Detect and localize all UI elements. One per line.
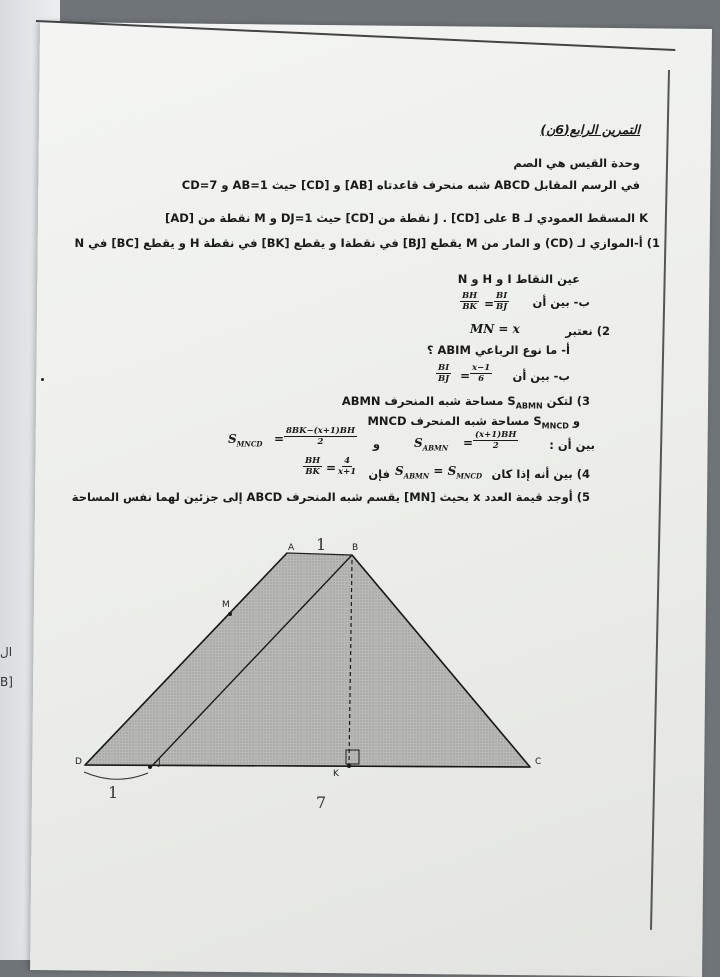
label-m: M: [222, 600, 230, 610]
conjunction-and: و: [372, 437, 380, 451]
question-3c: بين أن :: [549, 438, 595, 452]
handwritten-ab-length: 1: [316, 535, 327, 554]
equals-sign: =: [463, 436, 474, 450]
label-d: D: [75, 757, 82, 767]
question-5: 5) أوجد قيمة العدد x بحيث [MN] يقسم شبه المنحرف ABCD إلى جزئين لهما نفس المساحة: [71, 490, 590, 504]
equals-sign: =: [326, 461, 337, 475]
equals-sign: =: [274, 432, 285, 446]
label-b: B: [352, 543, 359, 553]
statement-line-1: في الرسم المقابل ABCD شبه منحرف قاعدتاه [AB] و [CD] حيث AB=1 و CD=7: [181, 178, 640, 192]
ink-dot: [41, 378, 44, 381]
area-equality: $S_{ABMN} = S_{MNCD}$: [395, 464, 483, 481]
point-k: [347, 764, 351, 768]
question-1b: ب- بين أن: [532, 295, 590, 309]
s-abmn-symbol: $S_{ABMN}$: [414, 436, 449, 453]
question-2a: أ- ما نوع الرباعي ABIM ؟: [426, 343, 570, 357]
question-3b: و $S_{MNCD}$ مساحة شبه المنحرف MNCD: [367, 414, 580, 431]
point-j: [148, 765, 152, 769]
point-m: [228, 612, 232, 616]
handwritten-cd-length: 7: [316, 793, 327, 812]
question-4: 4) بين أنه إذا كان: [491, 467, 590, 481]
then-word: فإن: [368, 467, 390, 481]
mn-equals-x: MN = x: [470, 322, 520, 336]
trapezoid-abcd: [85, 553, 530, 767]
fraction-bh-bk: $\frac{BH}{BK}$: [462, 291, 478, 312]
fraction-smncd: $\frac{8BK-(x+1)BH}{2}$: [286, 426, 355, 447]
handwritten-dj-length: 1: [108, 783, 119, 802]
question-1a: عين النقاط I و H و N: [457, 272, 580, 286]
background-text: B]: [0, 675, 13, 689]
label-a: A: [288, 543, 295, 553]
question-3a: 3) لتكن $S_{ABMN}$ مساحة شبه المنحرف ABMN: [341, 394, 590, 411]
fraction-bi-bj: $\frac{BI}{BJ}$: [496, 291, 508, 312]
question-2: 2) نعتبر: [565, 324, 610, 338]
question-1: 1) أ-الموازي لـ (CD) و المار من M يقطع [BJ] في نقطةI و يقطع [BK] في نقطة H و يقطع [BC] في N: [74, 236, 660, 250]
equals-sign: =: [460, 369, 471, 383]
question-2b: ب- بين أن: [512, 369, 570, 383]
unit-line: وحدة القيس هي الصم: [513, 156, 640, 170]
label-k: K: [333, 769, 339, 779]
fraction-bh-bk-2: $\frac{BH}{BK}$: [305, 456, 321, 477]
label-j: J: [158, 758, 161, 768]
s-mncd-symbol: $S_{MNCD}$: [228, 432, 263, 449]
statement-line-2: K المسقط العمودي لـ B على [CD] . J نقطة من [CD] حيث DJ=1 و M نقطة من [AD]: [165, 211, 648, 225]
exercise-title: التمرين الرابع(6ن): [540, 122, 640, 137]
fraction-sabmn: $\frac{(x+1)BH}{2}$: [475, 430, 517, 451]
fraction-4-over-x-plus-1: $\frac{4}{x+1}$: [338, 456, 357, 477]
equals-sign: =: [484, 297, 495, 311]
label-c: C: [535, 757, 542, 767]
brace-dj: [84, 772, 148, 779]
fraction-x-minus-1-over-6: $\frac{x-1}{6}$: [472, 363, 491, 384]
background-text: ال: [0, 645, 13, 659]
fraction-bi-bj-2: $\frac{BI}{BJ}$: [438, 363, 450, 384]
